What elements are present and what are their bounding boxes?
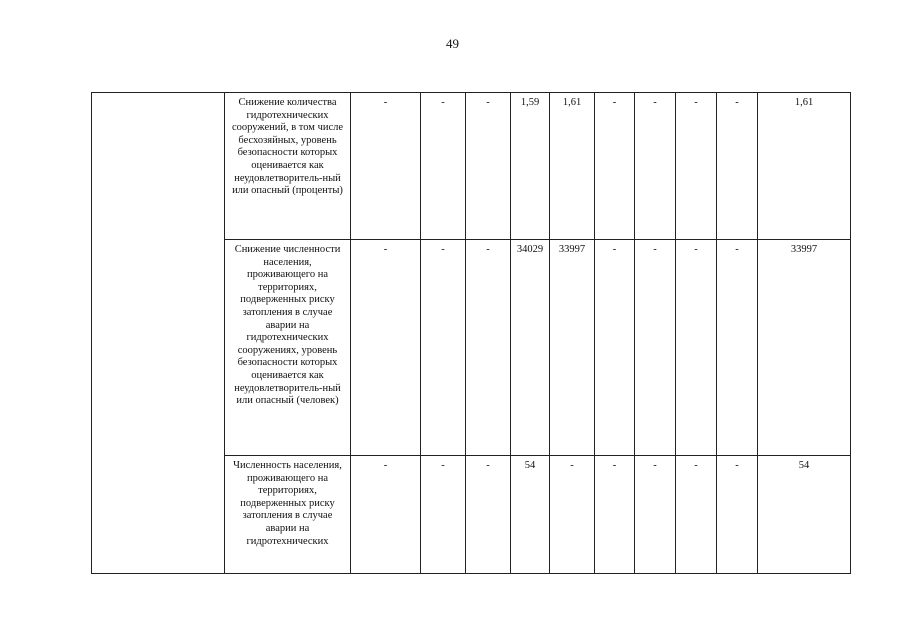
indicator-name: Снижение численности населения, проживающего на территориях, подверженных риску затопления в случае аварии на гидротехнических сооружениях, уровень безопасности которых оценивается как неудовлетворитель-ный или опасный (человек) [225,240,351,456]
value-cell: - [421,456,466,574]
value-cell: - [421,93,466,240]
value-cell: - [466,240,511,456]
indicator-name: Численность населения, проживающего на территориях, подверженных риску затопления в случае аварии на гидротехнических [233,460,342,547]
value-cell: 33997 [758,240,851,456]
value-cell: 54 [758,456,851,574]
table-row [92,93,851,240]
value-cell: - [676,93,717,240]
value-cell: - [635,456,676,574]
indicator-name: Снижение количества гидротехнических сооружений, в том числе бесхозяйных, уровень безопасности которых оценивается как неудовлетворитель-ный или опасный (проценты) [225,93,351,240]
value-cell: 33997 [550,240,595,456]
indicator-name-cell [225,456,351,574]
value-cell: - [421,240,466,456]
indicators-table [91,92,851,574]
value-cell: - [351,93,421,240]
value-cell: - [635,240,676,456]
value-cell: 34029 [511,240,550,456]
value-cell: - [466,93,511,240]
value-cell: - [550,456,595,574]
value-cell: - [717,93,758,240]
value-cell: - [595,240,635,456]
value-cell: - [351,456,421,574]
page-number: 49 [446,36,459,51]
value-cell: - [717,240,758,456]
value-cell: 1,61 [758,93,851,240]
value-cell: - [351,240,421,456]
value-cell: - [595,93,635,240]
value-cell: - [717,456,758,574]
value-cell: - [466,456,511,574]
value-cell: 54 [511,456,550,574]
value-cell: 1,61 [550,93,595,240]
value-cell: - [595,456,635,574]
value-cell: - [635,93,676,240]
value-cell: - [676,240,717,456]
value-cell: 1,59 [511,93,550,240]
value-cell: - [676,456,717,574]
program-cell [92,93,225,574]
